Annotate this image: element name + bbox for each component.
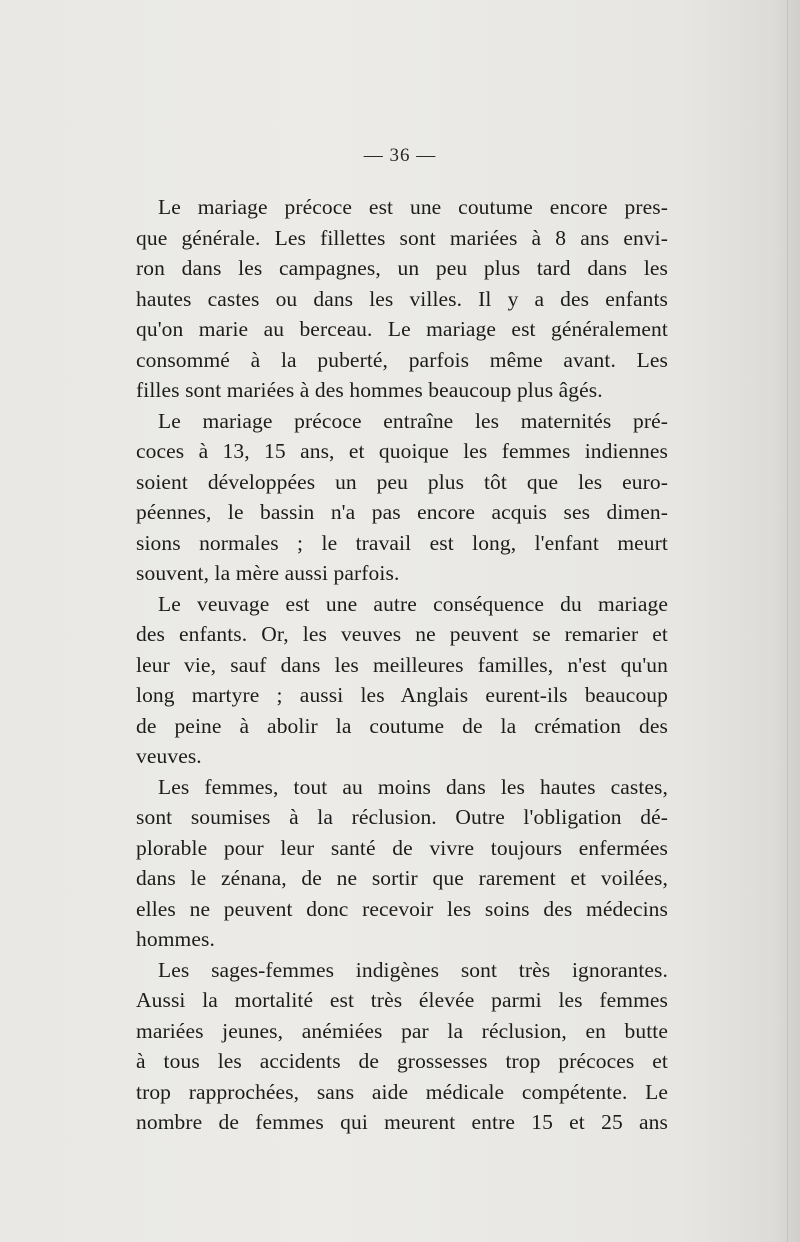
paragraph-line: péennes, le bassin n'a pas encore acquis ses dimen- — [136, 500, 668, 524]
paragraph-line: nombre de femmes qui meurent entre 15 et 25 ans — [136, 1110, 668, 1134]
body-text — [136, 192, 668, 1138]
paragraph-line: souvent, la mère aussi parfois. — [136, 561, 400, 585]
paragraph-line: consommé à la puberté, parfois même avant. Les — [136, 347, 668, 372]
paragraph-line: hautes castes ou dans les villes. Il y a des enfants — [136, 286, 668, 311]
paragraph-line: dans le zénana, de ne sortir que rarement et voilées, — [136, 866, 668, 890]
paragraph-line: veuves. — [136, 744, 202, 768]
paragraph-line: soient développées un peu plus tôt que les euro- — [136, 469, 668, 494]
paragraph-line: sont soumises à la réclusion. Outre l'obligation dé- — [136, 805, 668, 829]
paragraph-line: hommes. — [136, 927, 215, 951]
paragraph-line: elles ne peuvent donc recevoir les soins des médecins — [136, 896, 668, 921]
paragraph-line: ron dans les campagnes, un peu plus tard dans les — [136, 256, 668, 280]
paragraph-line: Le veuvage est une autre conséquence du mariage — [158, 591, 668, 616]
page-edge — [787, 0, 788, 1242]
paragraph-line: plorable pour leur santé de vivre toujours enfermées — [136, 835, 668, 860]
paragraph-line: long martyre ; aussi les Anglais eurent-ils beaucoup — [136, 683, 668, 707]
paragraph-line: Les sages-femmes indigènes sont très ignorantes. — [158, 957, 668, 982]
paragraph-line: coces à 13, 15 ans, et quoique les femmes indiennes — [136, 439, 668, 463]
paragraph-line: Le mariage précoce entraîne les maternités pré- — [158, 408, 668, 433]
paragraph-line: trop rapprochées, sans aide médicale compétente. Le — [136, 1079, 668, 1104]
paragraph-line: des enfants. Or, les veuves ne peuvent se remarier et — [136, 622, 668, 646]
paragraph-line: que générale. Les fillettes sont mariées à 8 ans envi- — [136, 225, 668, 250]
paragraph-line: Les femmes, tout au moins dans les hautes castes, — [158, 774, 668, 799]
page-number: — 36 — — [363, 145, 437, 166]
paragraph-line: Le mariage précoce est une coutume encore pres- — [158, 195, 668, 219]
paragraph-line: de peine à abolir la coutume de la crémation des — [136, 713, 668, 738]
paragraph-line: à tous les accidents de grossesses trop précoces et — [136, 1049, 668, 1073]
paragraph-line: Aussi la mortalité est très élevée parmi les femmes — [136, 988, 668, 1012]
paragraph-line: leur vie, sauf dans les meilleures familles, n'est qu'un — [136, 652, 668, 677]
paragraph-line: sions normales ; le travail est long, l'enfant meurt — [136, 530, 668, 555]
paragraph-line: qu'on marie au berceau. Le mariage est généralement — [136, 317, 668, 341]
paragraph-line: mariées jeunes, anémiées par la réclusion, en butte — [136, 1018, 668, 1043]
paragraph-line: filles sont mariées à des hommes beaucoup plus âgés. — [136, 378, 603, 402]
